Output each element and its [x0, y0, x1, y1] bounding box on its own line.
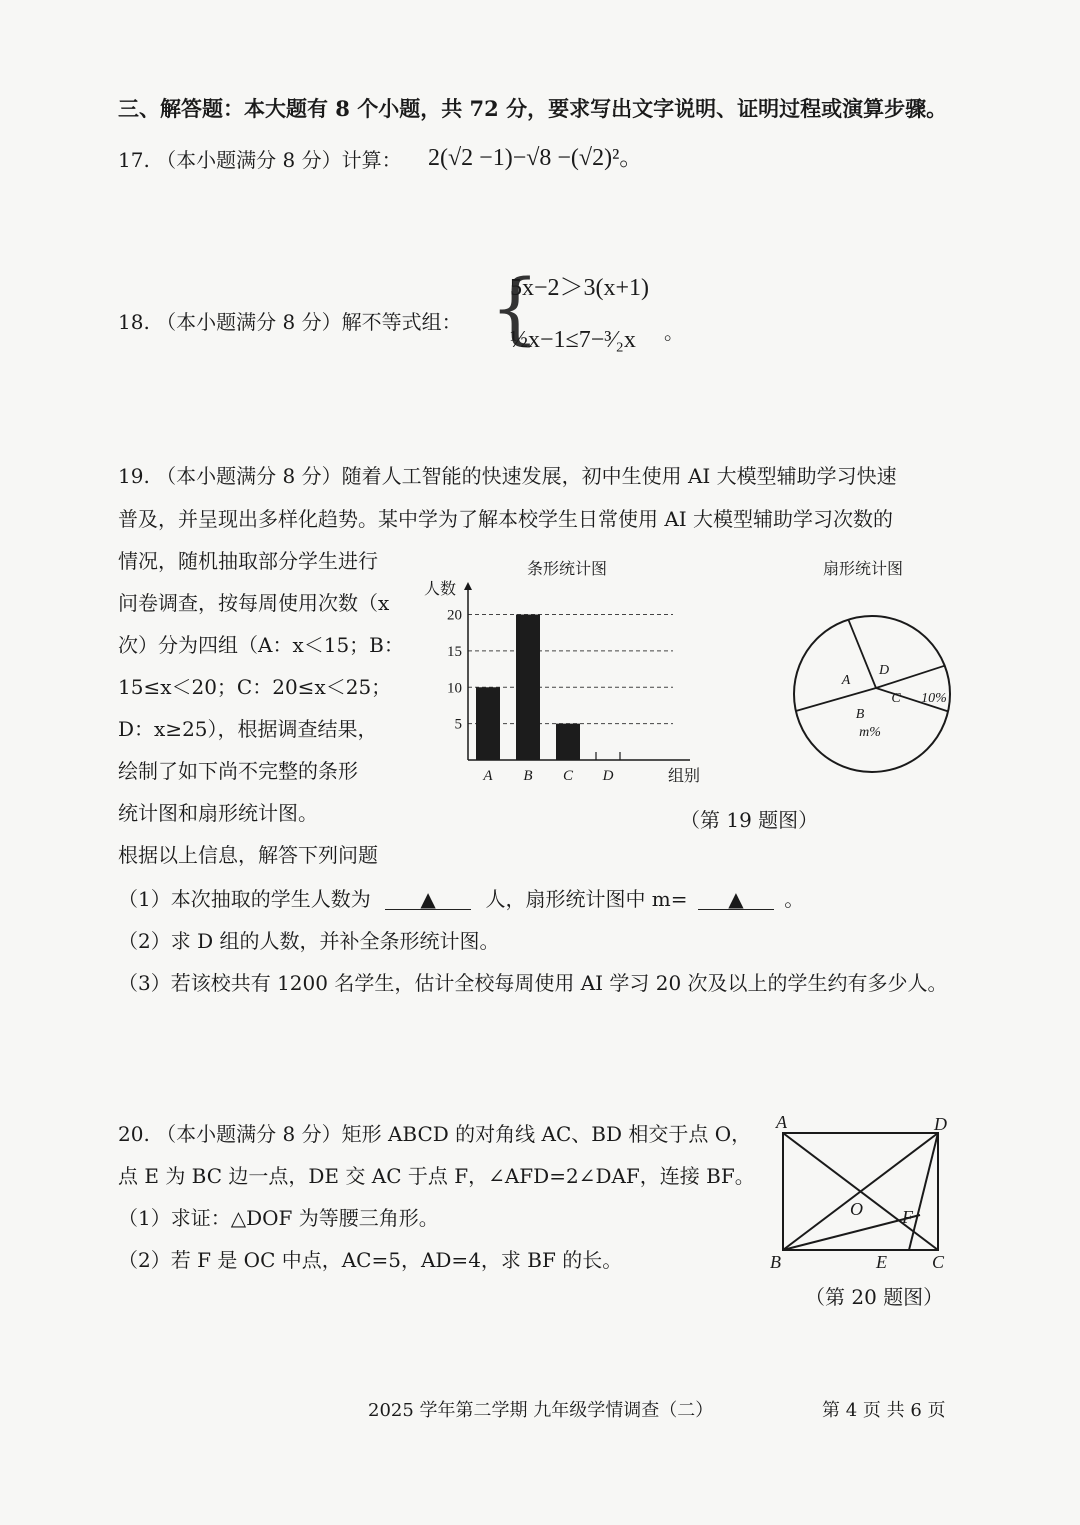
q19-figure-caption: （第 19 题图）: [680, 808, 819, 832]
q19-sub-3: （3）若该校共有 1200 名学生，估计全校每周使用 AI 学习 20 次及以上的学生约有多少人。: [118, 971, 948, 995]
q18-inequality-1: 5x−2＞3(x+1): [510, 275, 650, 301]
pie-slice-value: m%: [859, 725, 881, 740]
section-heading: 三、解答题：本大题有 8 个小题，共 72 分，要求写出文字说明、证明过程或演算步骤。: [118, 96, 948, 121]
x-tick-label: B: [523, 768, 533, 784]
q19-side-line: 15≤x＜20；C：20≤x＜25；: [118, 675, 392, 699]
q17-text: 17. （本小题满分 8 分）计算：: [118, 148, 402, 172]
pie-label-c: C: [891, 691, 901, 706]
bar-c: [556, 724, 580, 760]
pie-label-d: D: [878, 663, 890, 678]
q20-line-1: 20. （本小题满分 8 分）矩形 ABCD 的对角线 AC、BD 相交于点 O，: [118, 1122, 752, 1146]
q19-intro-line-1: 19. （本小题满分 8 分）随着人工智能的快速发展，初中生使用 AI 大模型辅助学习快速: [118, 464, 897, 488]
q19-side-line: D：x≥25），根据调查结果，: [118, 717, 378, 741]
q18-text: 18. （本小题满分 8 分）解不等式组：: [118, 310, 462, 334]
footer-page-number: 第 4 页 共 6 页: [822, 1400, 946, 1421]
answer-blank-1[interactable]: ▲: [385, 889, 471, 910]
point-e-label: E: [876, 1252, 887, 1272]
y-tick-label: 15: [447, 643, 462, 660]
point-b-label: B: [770, 1252, 781, 1272]
x-tick-label: A: [483, 768, 493, 784]
point-c-label: C: [932, 1252, 945, 1272]
pie-chart-title: 扇形统计图: [823, 559, 904, 578]
pie-label-a: A: [841, 673, 851, 688]
bar-chart: [430, 580, 690, 790]
q20-sub-2: （2）若 F 是 OC 中点，AC=5，AD=4，求 BF 的长。: [118, 1248, 623, 1272]
footer-exam-title: 2025 学年第二学期 九年级学情调查（二）: [368, 1400, 714, 1421]
q19-side-line: 情况，随机抽取部分学生进行: [118, 549, 378, 573]
q19-side-line: 次）分为四组（A：x＜15；B：: [118, 633, 404, 657]
q19-sub-1: （1）本次抽取的学生人数为 ▲ 人，扇形统计图中 m= ▲ 。: [118, 887, 805, 911]
x-tick-label: D: [602, 768, 614, 784]
rectangle-figure: [770, 1110, 960, 1275]
brace-icon: {: [490, 264, 540, 354]
bar-chart-xlabel: 组别: [668, 766, 701, 785]
x-tick-label: C: [562, 768, 574, 784]
y-axis-arrow: [464, 582, 472, 590]
point-d-label: D: [934, 1114, 947, 1134]
y-tick-label: 5: [454, 716, 462, 733]
bar-a: [476, 687, 500, 760]
pie-slice-value: 10%: [921, 691, 947, 706]
pie-chart: [790, 612, 954, 776]
q19-sub-2: （2）求 D 组的人数，并补全条形统计图。: [118, 929, 500, 953]
q20-figure-caption: （第 20 题图）: [805, 1285, 944, 1309]
q20-sub-1: （1）求证：△DOF 为等腰三角形。: [118, 1206, 439, 1230]
q19-side-line: 根据以上信息，解答下列问题: [118, 843, 378, 867]
bar-chart-title: 条形统计图: [527, 559, 608, 578]
answer-blank-2[interactable]: ▲: [698, 889, 774, 910]
bar-b: [516, 615, 540, 760]
pie-label-b: B: [855, 707, 865, 722]
q17-expression: 2(√2 −1)−√8 −(√2)²。: [428, 145, 644, 171]
q19-side-line: 统计图和扇形统计图。: [118, 801, 318, 825]
bar-chart-ylabel: 人数: [424, 579, 457, 598]
point-f-label: F: [902, 1207, 913, 1227]
q19-intro-line-2: 普及，并呈现出多样化趋势。某中学为了解本校学生日常使用 AI 大模型辅助学习次数的: [118, 507, 894, 531]
point-a-label: A: [776, 1112, 787, 1132]
point-o-label: O: [850, 1199, 863, 1219]
q18-end: 。: [664, 320, 684, 344]
pie-sector-boundary: [848, 620, 876, 688]
y-tick-label: 20: [447, 607, 462, 624]
q19-side-line: 问卷调查，按每周使用次数（x: [118, 591, 390, 615]
q20-line-2: 点 E 为 BC 边一点，DE 交 AC 于点 F，∠AFD=2∠DAF，连接 BF。: [118, 1164, 755, 1188]
y-tick-label: 10: [447, 680, 462, 697]
q18-inequality-2: ½x−1≤7−³⁄₂x: [510, 327, 636, 353]
q19-side-line: 绘制了如下尚不完整的条形: [118, 759, 358, 783]
